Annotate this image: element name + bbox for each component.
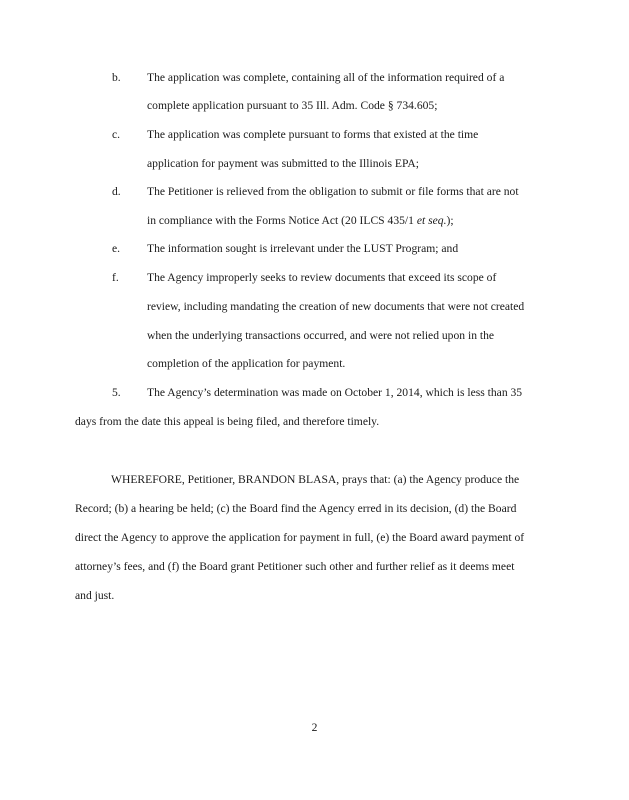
item-f-line-4: completion of the application for payment. — [147, 357, 346, 370]
item-d-line-2-end: ); — [446, 214, 454, 227]
item-b-marker: b. — [112, 71, 121, 84]
wherefore-line-3: direct the Agency to approve the application for payment in full, (e) the Board award payment of — [75, 531, 525, 544]
item-e-marker: e. — [112, 242, 121, 255]
item-f-line-2: review, including mandating the creation of new documents that were not created — [147, 300, 525, 313]
wherefore-line-4: attorney’s fees, and (f) the Board grant Petitioner such other and further relief as it deems meet — [75, 560, 515, 573]
item-f-line-1: The Agency improperly seeks to review documents that exceed its scope of — [147, 271, 497, 284]
item-b-line-1: The application was complete, containing all of the information required of a — [147, 71, 505, 84]
item-f-marker: f. — [112, 271, 119, 284]
item-d-line-2-text: in compliance with the Forms Notice Act (20 ILCS 435/1 — [147, 214, 417, 227]
paragraph-5-number: 5. — [112, 386, 121, 399]
item-c-line-1: The application was complete pursuant to forms that existed at the time — [147, 128, 479, 141]
item-d-line-2 — [147, 214, 454, 228]
wherefore-line-2: Record; (b) a hearing be held; (c) the Board find the Agency erred in its decision, (d) the Board — [75, 502, 517, 515]
page-number: 2 — [311, 721, 318, 734]
paragraph-5-line-1: The Agency’s determination was made on October 1, 2014, which is less than 35 — [147, 386, 523, 399]
wherefore-line-1: WHEREFORE, Petitioner, BRANDON BLASA, prays that: (a) the Agency produce the — [111, 473, 520, 486]
paragraph-5-line-2: days from the date this appeal is being filed, and therefore timely. — [75, 415, 380, 428]
item-d-line-1: The Petitioner is relieved from the obligation to submit or file forms that are not — [147, 185, 519, 198]
item-c-line-2: application for payment was submitted to the Illinois EPA; — [147, 157, 419, 170]
item-b-line-2: complete application pursuant to 35 Ill. Adm. Code § 734.605; — [147, 99, 438, 112]
item-d-line-2-italic: et seq. — [416, 214, 447, 227]
item-c-marker: c. — [112, 128, 121, 141]
item-d-marker: d. — [112, 185, 121, 198]
wherefore-line-5: and just. — [75, 589, 115, 602]
item-f-line-3: when the underlying transactions occurred, and were not relied upon in the — [147, 329, 495, 342]
item-e-line-1: The information sought is irrelevant under the LUST Program; and — [147, 242, 459, 255]
